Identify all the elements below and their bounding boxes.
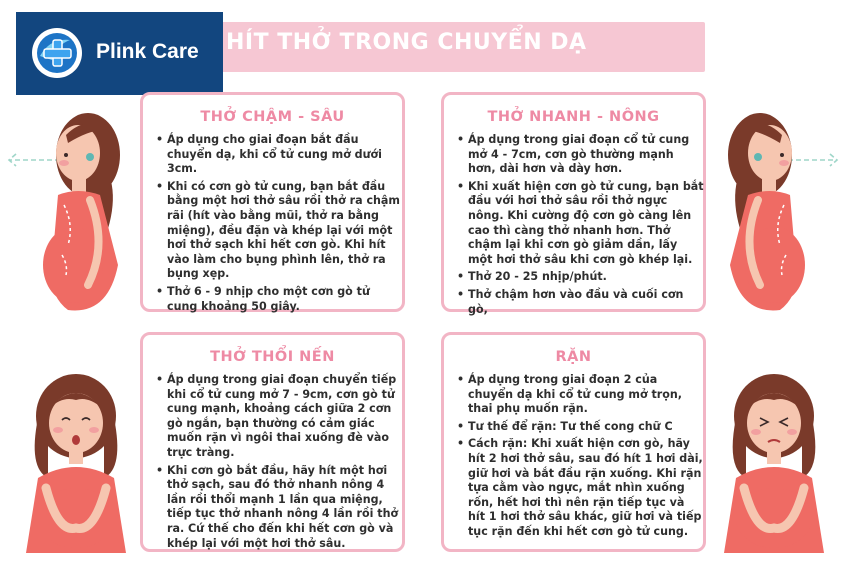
card-fast-shallow-breathing: [441, 92, 706, 316]
pregnant-woman-profile-illustration: [28, 95, 138, 315]
woman-pushing-illustration: [716, 368, 831, 553]
list-item: • Áp dụng cho giai đoạn bắt đầu chuyển dạ, khi cổ tử cung mở dưới 3cm.: [167, 133, 403, 177]
brand-name: Plink Care: [96, 40, 199, 63]
card-title: THỞ THỔI NẾN: [210, 349, 335, 365]
card-list: [155, 133, 403, 317]
medical-cross-logo-icon: [30, 26, 84, 80]
list-item: • Khi cơn gò bắt đầu, hãy hít một hơi thở sạch, sau đó thở nhanh nông 4 lần rồi thổi mạnh 1 lần qua miệng, tiếp tục thở nhanh nông 4 lần rồi thở ra. Cứ thế cho đến khi hết cơn gò và khép lại với một hơi thở sâu.: [167, 464, 403, 552]
card-list: [155, 373, 403, 554]
card-list: [456, 373, 704, 543]
card-title: THỞ CHẬM - SÂU: [200, 109, 345, 125]
list-item: • Áp dụng trong giai đoạn chuyển tiếp khi cổ tử cung mở 7 - 9cm, cơn gò tử cung mạnh, khoảng cách giữa 2 cơn gò ngắn, bạn thường có cảm giác muốn rặn vì ngôi thai xuống đè vào trực tràng.: [167, 373, 403, 461]
card-pushing: [441, 332, 706, 552]
card-slow-deep-breathing: [140, 92, 405, 312]
page-title: HÍT THỞ TRONG CHUYỂN DẠ: [226, 30, 587, 55]
list-item: • Khi xuất hiện cơn gò tử cung, bạn bắt đầu với hơi thở sâu rồi thở ngực nông. Khi cường độ cơn gò càng lên cao thì càng thở nhanh hơn. Thở chậm lại khi cơn gò giảm dần, lấy một hơi thở sâu khi cơn gò khép lại.: [468, 180, 704, 268]
list-item: • Khi có cơn gò tử cung, bạn bắt đầu bằng một hơi thở sâu rồi thở ra chậm rãi (hít vào bằng mũi, thở ra bằng miệng), đều đặn và khép lại với một hơi thở sạch khi hết cơn gò. Khi hít vào làm cho bụng phình lên, thở ra bụng xẹp.: [167, 180, 403, 282]
list-item: • Cách rặn: Khi xuất hiện cơn gò, hãy hít 2 hơi thở sâu, sau đó hít 1 hơi dài, giữ hơi và bắt đầu rặn xuống. Khi rặn tựa cằm vào ngực, mắt nhìn xuống rốn, hết hơi thì nên rặn tiếp tục và hít 1 hơi thở sâu khác, giữ hơi và tiếp tục rặn đến khi hết cơn gò tử cung.: [468, 437, 704, 539]
list-item: • Thở 6 - 9 nhịp cho một cơn gò tử cung khoảng 50 giây.: [167, 285, 403, 314]
list-item: • Áp dụng trong giai đoạn cổ tử cung mở 4 - 7cm, cơn gò thường mạnh hơn, dài hơn và dày hơn.: [468, 133, 704, 177]
card-title: THỞ NHANH - NÔNG: [487, 109, 660, 125]
list-item: • Áp dụng trong giai đoạn 2 của chuyển dạ khi cổ tử cung mở trọn, thai phụ muốn rặn.: [468, 373, 704, 417]
woman-blowing-breath-illustration: [18, 368, 133, 553]
card-list: [456, 133, 704, 320]
card-title: RẶN: [555, 349, 592, 365]
brand-logo: [16, 12, 223, 95]
list-item: • Tư thế để rặn: Tư thế cong chữ C: [468, 420, 704, 435]
list-item: • Thở 20 - 25 nhịp/phút.: [468, 270, 704, 285]
pregnant-woman-profile-illustration: [710, 95, 820, 315]
list-item: • Thở chậm hơn vào đầu và cuối cơn gò,: [468, 288, 704, 317]
card-candle-blowing-breathing: [140, 332, 405, 552]
